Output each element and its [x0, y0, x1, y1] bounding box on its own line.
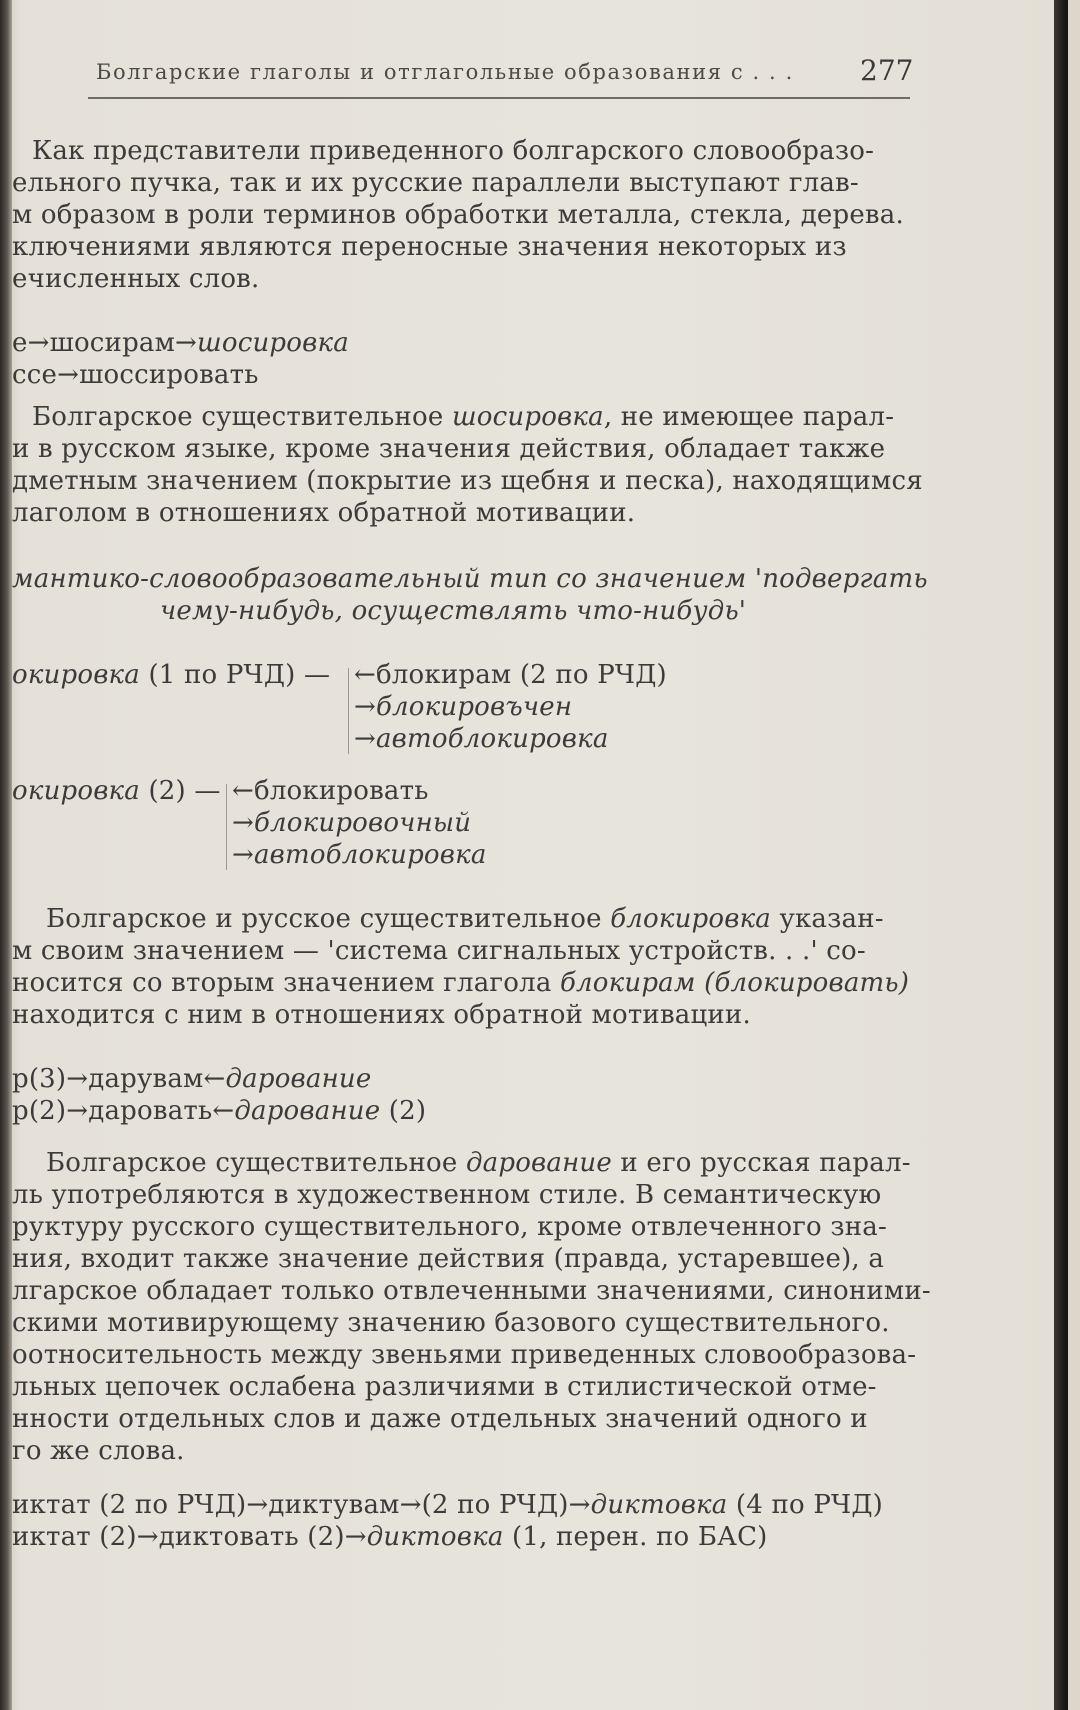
block-bg-head-note: (1 по РЧД) — — [139, 660, 331, 690]
chain-dikt-line2 — [12, 1522, 768, 1552]
para4-line1-italic: дарование — [465, 1148, 612, 1178]
para4-line1 — [46, 1148, 911, 1178]
para4-line9: нности отдельных слов и даже отдельных значений одного и — [12, 1404, 868, 1434]
chain-dikt-line2-italic: диктовка — [366, 1522, 504, 1552]
para3-line3-text: носится со вторым значением глагола — [12, 968, 560, 998]
page-edge — [1054, 0, 1068, 1710]
para4-line1-text-c: и его русская парал- — [611, 1148, 911, 1178]
chain-dikt-line1-italic: диктовка — [590, 1490, 728, 1520]
page-number: 277 — [860, 54, 914, 87]
chain-dar-line2-italic: дарование — [234, 1096, 381, 1126]
para3-line1-italic: блокировка — [610, 904, 771, 934]
para4-line3: руктуру русского существительного, кроме отвлеченного зна- — [12, 1212, 887, 1242]
page-binding — [0, 0, 12, 1710]
block-ru-bracket — [226, 784, 227, 870]
para2-line1-italic: шосировка — [451, 402, 604, 432]
para3-line3-italic: блокирам (блокировать) — [559, 968, 910, 998]
chain-dar-line2 — [12, 1096, 426, 1126]
chain-dikt-line2-note: (1, перен. по БАС) — [503, 1522, 768, 1552]
para3-line2: м своим значением — 'система сигнальных устройств. . .' со- — [12, 936, 866, 966]
block-bg-branch2: →блокировъчен — [354, 692, 573, 722]
type-heading-line1 — [12, 564, 928, 594]
chain-shose-bg-text: е→шосирам→ — [12, 328, 198, 358]
type-heading-text: мантико-словообразовательный тип со значением — [12, 564, 755, 594]
chain-dar-line1 — [12, 1064, 371, 1094]
block-bg-branch3: →автоблокировка — [354, 724, 609, 754]
block-bg-head-word: окировка — [12, 660, 140, 690]
block-ru-branch2: →блокировочный — [232, 808, 472, 838]
block-bg-branch1: ←блокирам (2 по РЧД) — [354, 660, 667, 690]
chain-dar-line1-text: р(3)→дарувам← — [12, 1064, 226, 1094]
block-ru-head — [12, 776, 221, 806]
para4-line5: лгарское обладает только отвлеченными значениями, синоними- — [12, 1276, 931, 1306]
block-ru-branch3: →автоблокировка — [232, 840, 487, 870]
para3-line3 — [12, 968, 909, 998]
block-ru-head-word: окировка — [12, 776, 140, 806]
type-heading-quote: 'подвергать — [754, 564, 928, 594]
chain-dar-line2-text: р(2)→даровать← — [12, 1096, 235, 1126]
para2-line4: лаголом в отношениях обратной мотивации. — [12, 498, 636, 528]
para4-line7: оотносительность между звеньями приведенных словообразова- — [12, 1340, 917, 1370]
running-title: Болгарские глаголы и отглагольные образования с . . . — [96, 60, 794, 84]
para2-line1-text-c: , не имеющее парал- — [603, 402, 895, 432]
chain-shose-ru: ссе→шоссировать — [12, 360, 259, 390]
para3-line1 — [46, 904, 884, 934]
chain-dar-line2-note: (2) — [380, 1096, 427, 1126]
type-heading-line2: чему-нибудь, осуществлять что-нибудь' — [160, 596, 747, 626]
para1-line5: ечисленных слов. — [12, 264, 260, 294]
para2-line2: и в русском языке, кроме значения действия, обладает также — [12, 434, 886, 464]
para1-line4: ключениями являются переносные значения некоторых из — [12, 232, 847, 262]
chain-dikt-line1-text: иктат (2 по РЧД)→диктувам→(2 по РЧД)→ — [12, 1490, 591, 1520]
para2-line1-text-a: Болгарское существительное — [32, 402, 452, 432]
block-bg-head — [12, 660, 330, 690]
chain-dikt-line1-note: (4 по РЧД) — [727, 1490, 884, 1520]
para1-line3: м образом в роли терминов обработки металла, стекла, дерева. — [12, 200, 904, 230]
block-ru-branch1: ←блокировать — [232, 776, 429, 806]
para3-line1-text-a: Болгарское и русское существительное — [46, 904, 611, 934]
para4-line10: го же слова. — [12, 1436, 185, 1466]
para4-line1-text-a: Болгарское существительное — [46, 1148, 466, 1178]
para4-line8: льных цепочек ослабена различиями в стилистической отме- — [12, 1372, 877, 1402]
para4-line4: ния, входит также значение действия (правда, устаревшее), а — [12, 1244, 885, 1274]
para3-line4: находится с ним в отношениях обратной мотивации. — [12, 1000, 751, 1030]
chain-dikt-line1 — [12, 1490, 883, 1520]
block-ru-head-note: (2) — — [139, 776, 221, 806]
para1-line1: Как представители приведенного болгарского словообразо- — [32, 136, 875, 166]
chain-dikt-line2-text: иктат (2)→диктовать (2)→ — [12, 1522, 367, 1552]
header-rule — [88, 97, 910, 99]
chain-dar-line1-italic: дарование — [225, 1064, 372, 1094]
para4-line6: скими мотивирующему значению базового существительного. — [12, 1308, 890, 1338]
para4-line2: ль употребляются в художественном стиле. В семантическую — [12, 1180, 882, 1210]
para1-line2: ельного пучка, так и их русские параллели выступают глав- — [12, 168, 859, 198]
para2-line3: дметным значением (покрытие из щебня и песка), находящимся — [12, 466, 923, 496]
chain-shose-bg-italic: шосировка — [197, 328, 349, 358]
block-bg-bracket — [348, 668, 349, 754]
para2-line1 — [32, 402, 894, 432]
para3-line1-text-c: указан- — [771, 904, 884, 934]
chain-shose-bg — [12, 328, 349, 358]
